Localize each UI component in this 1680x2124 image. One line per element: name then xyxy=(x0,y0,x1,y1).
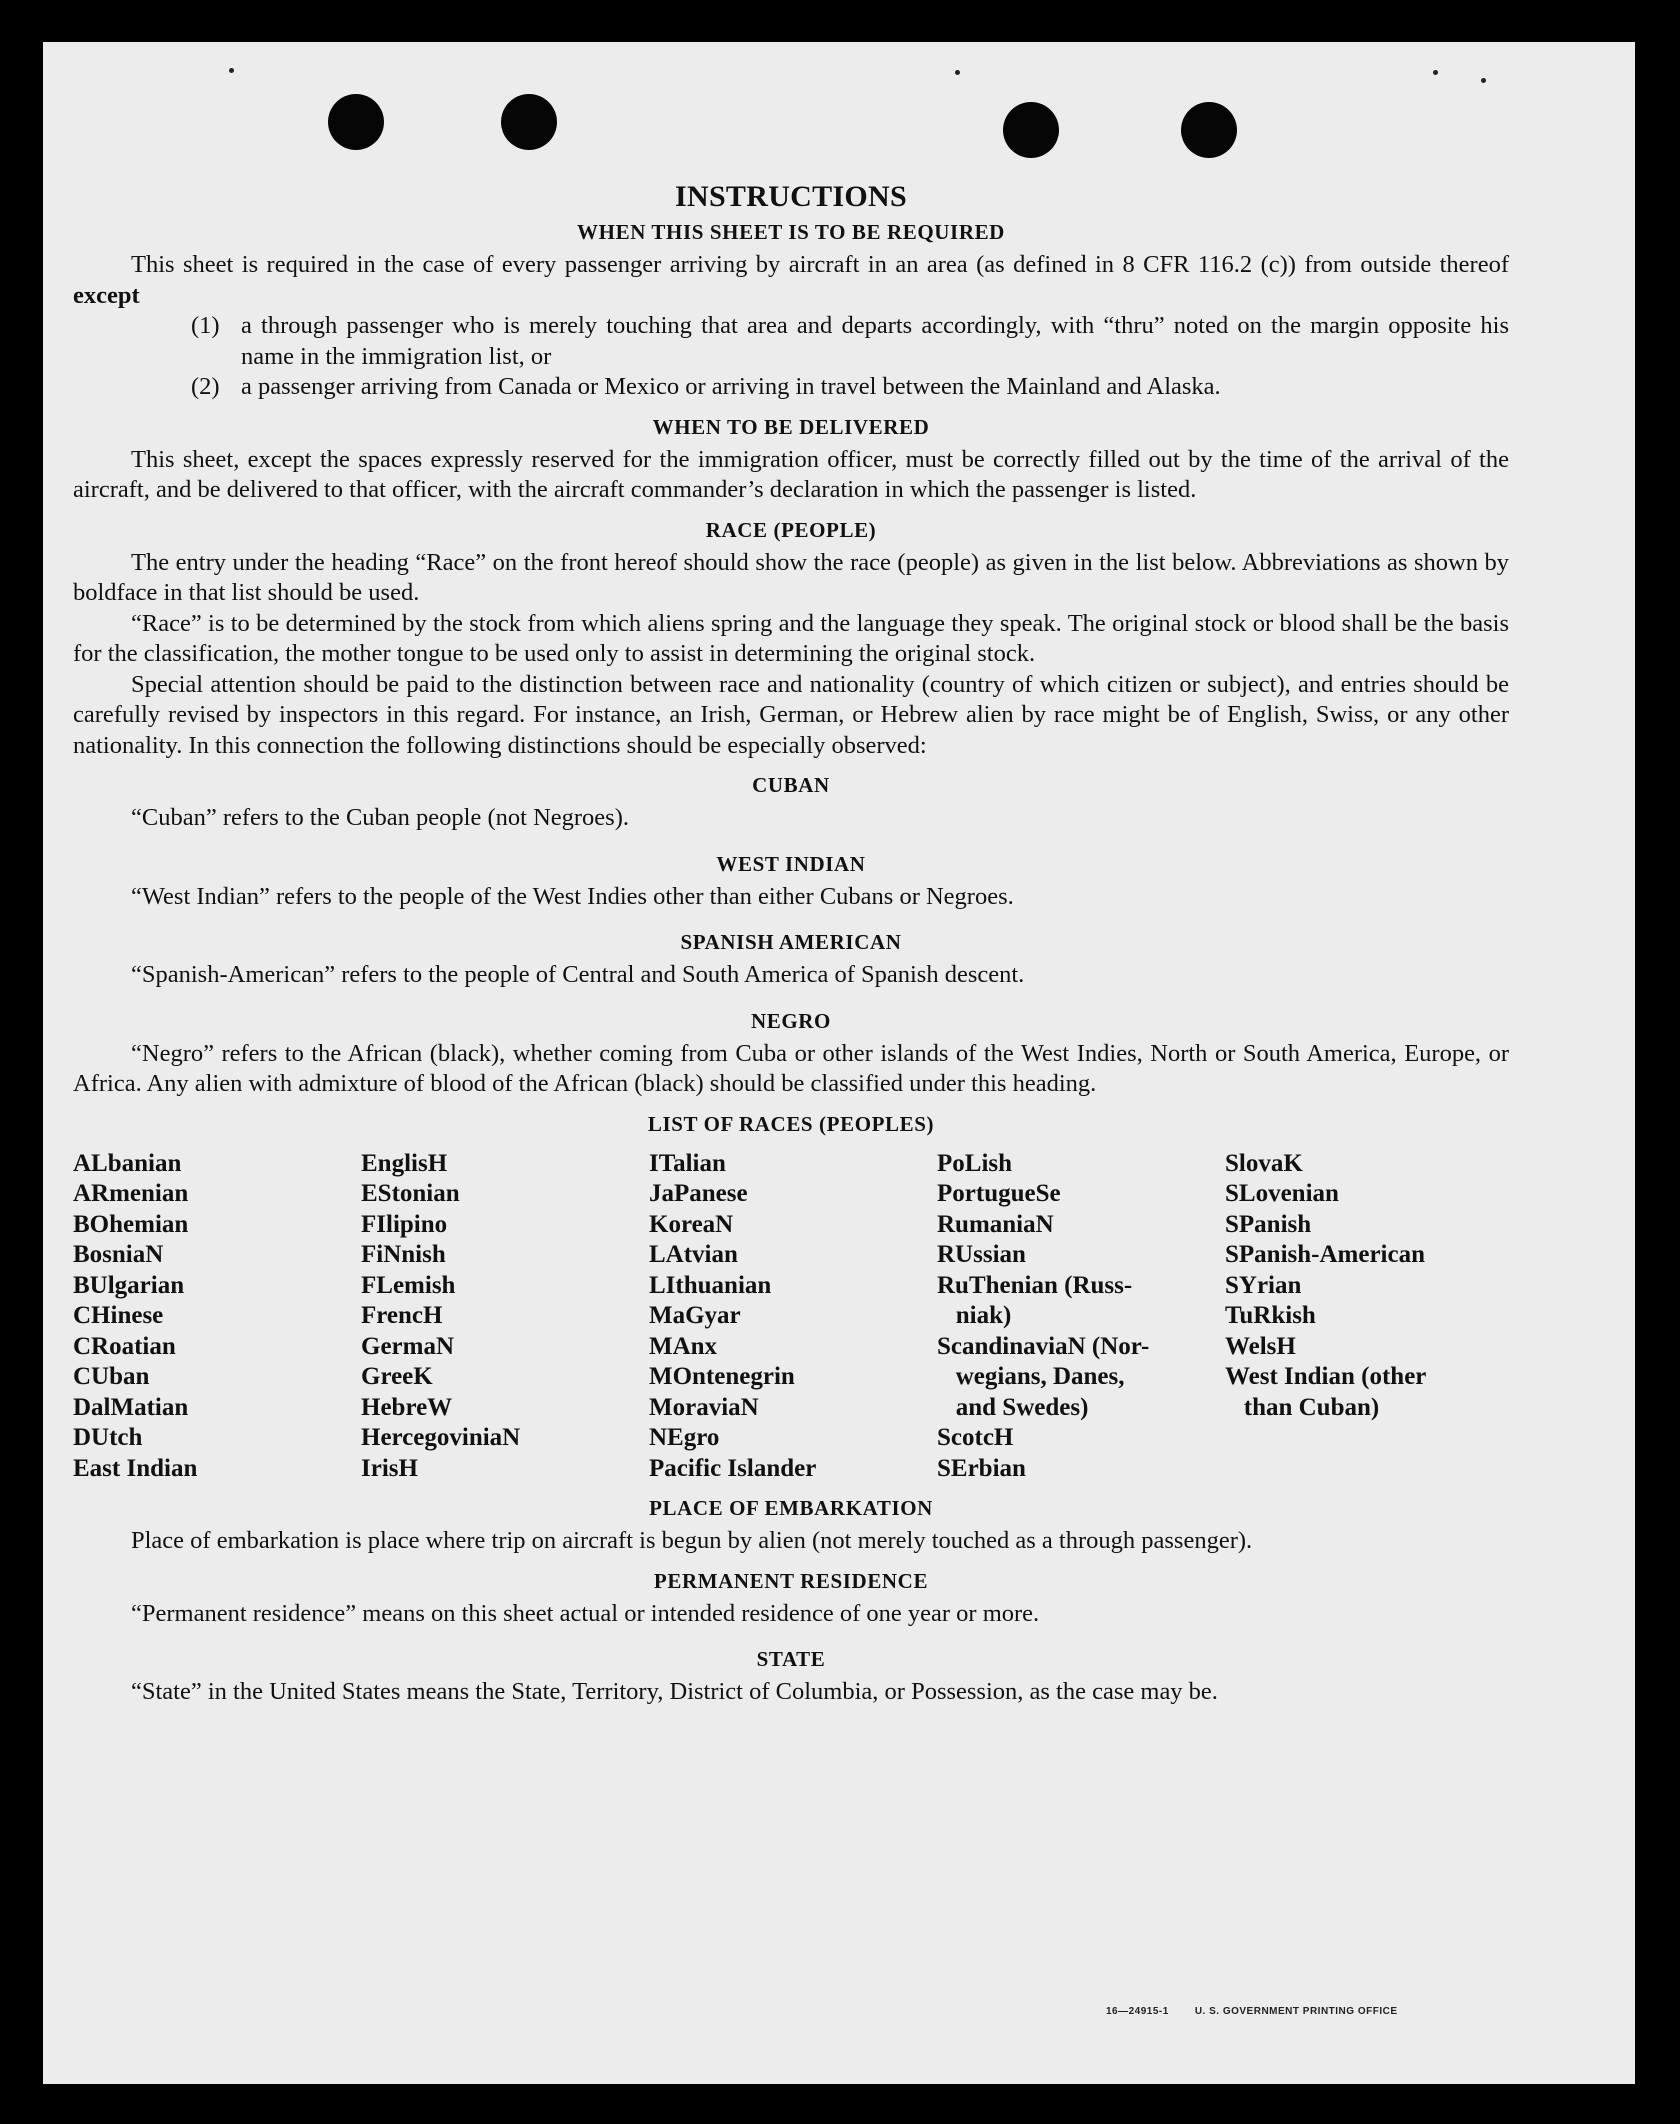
race-entry: WelsH xyxy=(1225,1332,1296,1360)
race-entry: DUtch xyxy=(73,1424,143,1451)
race-entry: ARmenian xyxy=(73,1180,189,1207)
race-entry: West Indian (other xyxy=(1225,1363,1427,1390)
race-entry: ALbanian xyxy=(73,1149,182,1177)
race-entry: NEgro xyxy=(649,1424,720,1451)
instructions-content xyxy=(73,180,1509,1708)
race-entry: GermaN xyxy=(361,1332,455,1360)
race-entry: RUssian xyxy=(937,1241,1026,1268)
punch-hole xyxy=(1003,102,1059,158)
page-title: INSTRUCTIONS xyxy=(675,180,907,213)
speck xyxy=(955,70,960,75)
race-entry: than Cuban) xyxy=(1225,1393,1380,1421)
section-heading-embarkation: PLACE OF EMBARKATION xyxy=(649,1496,933,1520)
printer-footer xyxy=(1106,2006,1398,2017)
race-entry: niak) xyxy=(937,1302,1012,1329)
race-entry: East Indian xyxy=(73,1454,198,1482)
race-entry: MOntenegrin xyxy=(649,1363,795,1390)
race-entry: PoLish xyxy=(937,1149,1013,1177)
race-entry: HebreW xyxy=(361,1393,453,1421)
race-paragraph-2: “Race” is to be determined by the stock from which aliens spring and the language they speak. The original stock or blood shall be the basis for the classification, the mother tongue to be used only to assist in determining the original stock. xyxy=(73,609,1509,667)
races-column xyxy=(361,1149,649,1485)
race-entry: SErbian xyxy=(937,1454,1026,1482)
section-heading-race: RACE (PEOPLE) xyxy=(705,517,877,542)
section-heading-when-required: WHEN THIS SHEET IS TO BE REQUIRED xyxy=(577,220,1005,244)
negro-text: “Negro” refers to the African (black), whether coming from Cuba or other islands of the West Indies, North or South America, Europe, or Africa. Any alien with admixture of blood of the African (black) should be classified under this heading. xyxy=(73,1039,1509,1097)
race-entry: ScandinaviaN (Nor- xyxy=(937,1332,1150,1360)
race-entry: TuRkish xyxy=(1225,1302,1316,1329)
race-entry: BUlgarian xyxy=(73,1271,185,1299)
race-entry: KoreaN xyxy=(649,1210,734,1238)
race-entry: PortugueSe xyxy=(937,1180,1061,1207)
spanish-american-text: “Spanish-American” refers to the people of Central and South America of Spanish descent. xyxy=(131,961,1025,988)
race-entry: wegians, Danes, xyxy=(937,1363,1125,1390)
when-required-item-2: (2) a passenger arriving from Canada or Mexico or arriving in travel between the Mainland and Alaska. xyxy=(191,373,1221,400)
race-entry: RumaniaN xyxy=(937,1210,1054,1238)
race-entry: SlovaK xyxy=(1225,1149,1303,1177)
race-entry: BOhemian xyxy=(73,1210,189,1238)
race-entry: FLemish xyxy=(361,1271,456,1299)
race-entry: BosniaN xyxy=(73,1241,164,1268)
race-entry: CRoatian xyxy=(73,1332,176,1360)
race-entry: MaGyar xyxy=(649,1302,741,1329)
race-entry: IrisH xyxy=(361,1454,418,1482)
section-heading-spanish-american: SPANISH AMERICAN xyxy=(680,930,902,954)
section-heading-races-list: LIST OF RACES (PEOPLES) xyxy=(647,1111,935,1136)
races-column xyxy=(1225,1149,1513,1485)
race-entry: SPanish xyxy=(1225,1210,1312,1238)
section-heading-residence: PERMANENT RESIDENCE xyxy=(653,1568,929,1593)
races-column xyxy=(937,1149,1225,1485)
race-entry: SPanish-American xyxy=(1225,1241,1425,1268)
race-entry: FrencH xyxy=(361,1302,443,1329)
race-entry: EStonian xyxy=(361,1180,460,1207)
embarkation-text: Place of embarkation is place where trip on aircraft is begun by alien (not merely touched as a through passenger). xyxy=(131,1527,1253,1554)
race-entry: JaPanese xyxy=(649,1180,748,1207)
speck xyxy=(1433,70,1438,75)
races-column xyxy=(73,1149,361,1485)
race-entry: CHinese xyxy=(73,1302,164,1329)
section-heading-when-delivered: WHEN TO BE DELIVERED xyxy=(652,414,930,439)
races-column xyxy=(649,1149,937,1485)
punch-hole xyxy=(328,94,384,150)
residence-text: “Permanent residence” means on this sheet actual or intended residence of one year or more. xyxy=(131,1599,1040,1627)
punch-hole xyxy=(501,94,557,150)
race-entry: EnglisH xyxy=(361,1149,448,1177)
race-entry: GreeK xyxy=(361,1363,433,1390)
race-entry: SLovenian xyxy=(1225,1180,1339,1207)
race-paragraph-1: The entry under the heading “Race” on the front hereof should show the race (people) as given in the list below. Abbreviations as shown by boldface in that list should be used. xyxy=(73,548,1509,606)
race-entry: and Swedes) xyxy=(937,1393,1089,1421)
race-entry: MAnx xyxy=(649,1332,718,1360)
state-text: “State” in the United States means the State, Territory, District of Columbia, or Possession, as the case may be. xyxy=(131,1678,1218,1705)
when-required-intro: This sheet is required in the case of every passenger arriving by aircraft in an area (as defined in 8 CFR 116.2 (c)) from outside thereof except xyxy=(73,251,1509,309)
race-entry: DalMatian xyxy=(73,1393,189,1421)
speck xyxy=(229,68,234,73)
punch-hole xyxy=(1181,102,1237,158)
document-sheet xyxy=(43,42,1635,2084)
section-heading-west-indian: WEST INDIAN xyxy=(716,851,866,876)
race-entry: FIlipino xyxy=(361,1210,448,1238)
race-entry: Pacific Islander xyxy=(649,1454,817,1482)
printer-name: U. S. GOVERNMENT PRINTING OFFICE xyxy=(1194,2006,1398,2017)
race-entry: CUban xyxy=(73,1363,150,1390)
section-heading-negro: NEGRO xyxy=(750,1008,831,1033)
when-delivered-text: This sheet, except the spaces expressly reserved for the immigration officer, must be correctly filled out by the time of the arrival of the aircraft, and be delivered to that officer, with the aircraft commander’s declaration in which the passenger is listed. xyxy=(73,445,1509,503)
race-entry: LAtvian xyxy=(649,1241,738,1268)
race-entry: HercegoviniaN xyxy=(361,1424,521,1451)
race-entry: FiNnish xyxy=(361,1241,446,1268)
west-indian-text: “West Indian” refers to the people of the West Indies other than either Cubans or Negroes. xyxy=(131,882,1014,910)
race-entry: ScotcH xyxy=(937,1424,1014,1451)
race-entry: MoraviaN xyxy=(649,1393,759,1421)
race-entry: RuThenian (Russ- xyxy=(937,1271,1133,1299)
section-heading-cuban: CUBAN xyxy=(752,773,830,797)
race-paragraph-3: Special attention should be paid to the distinction between race and nationality (country of which citizen or subject), and entries should be carefully revised by inspectors in this regard. For instance, an Irish, German, or Hebrew alien by race might be of English, Swiss, or any other nationality. In this connection the following distinctions should be especially observed: xyxy=(73,670,1509,759)
when-required-item-1: (1) a through passenger who is merely touching that area and departs accordingly, with “thru” noted on the margin opposite his name in the immigration list, or xyxy=(191,312,1509,370)
race-entry: SYrian xyxy=(1225,1271,1302,1299)
races-list xyxy=(73,1149,1509,1485)
section-heading-state: STATE xyxy=(756,1647,826,1671)
race-entry: LIthuanian xyxy=(649,1271,772,1299)
speck xyxy=(1481,78,1486,83)
race-entry: ITalian xyxy=(649,1149,726,1177)
cuban-text: “Cuban” refers to the Cuban people (not Negroes). xyxy=(131,804,629,831)
form-number: 16—24915-1 xyxy=(1106,2006,1169,2017)
